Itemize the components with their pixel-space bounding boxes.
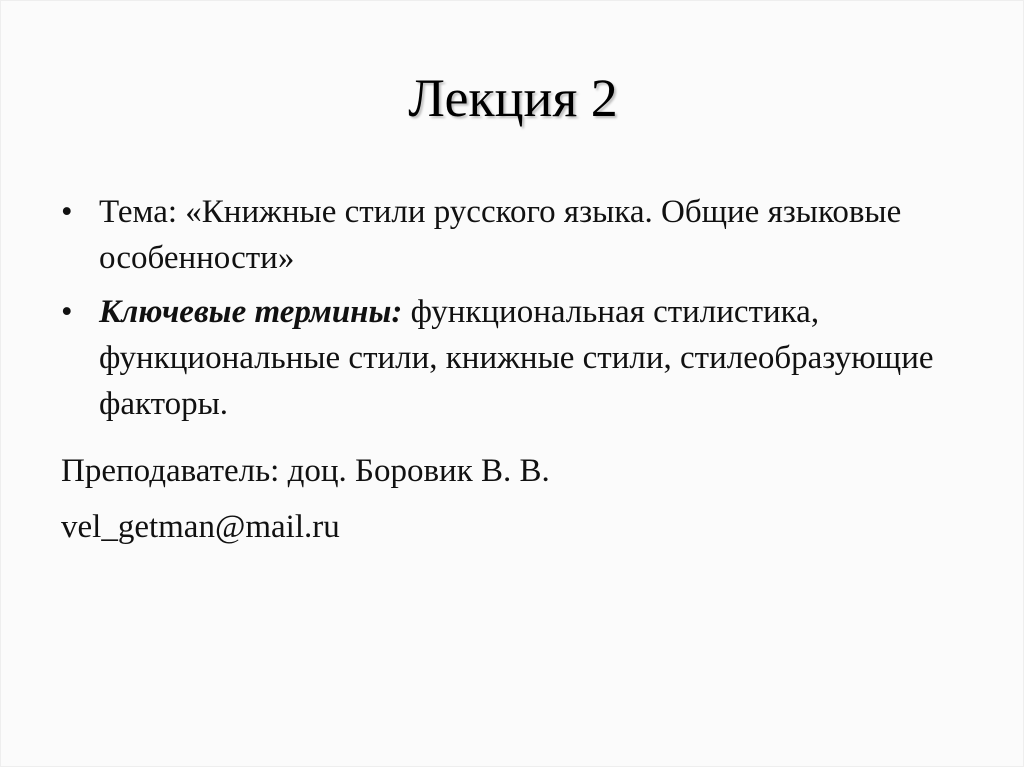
bullet-list (61, 189, 961, 435)
key-terms-text: функциональная стилистика, функциональные стили, книжные стили, стилеобразующие факторы. (99, 294, 934, 422)
key-terms-label: Ключевые термины: (99, 294, 403, 330)
bullet-topic (61, 189, 961, 281)
bullet-marker: • (61, 194, 73, 230)
topic-text: Тема: «Книжные стили русского языка. Общие языковые особенности» (99, 194, 902, 276)
teacher-line: Преподаватель: доц. Боровик В. В. (61, 453, 550, 489)
bullet-marker: • (61, 294, 73, 330)
slide-title: Лекция 2 (408, 68, 618, 128)
email-line: vel_getman@mail.ru (61, 509, 340, 545)
bullet-key-terms (61, 289, 961, 427)
